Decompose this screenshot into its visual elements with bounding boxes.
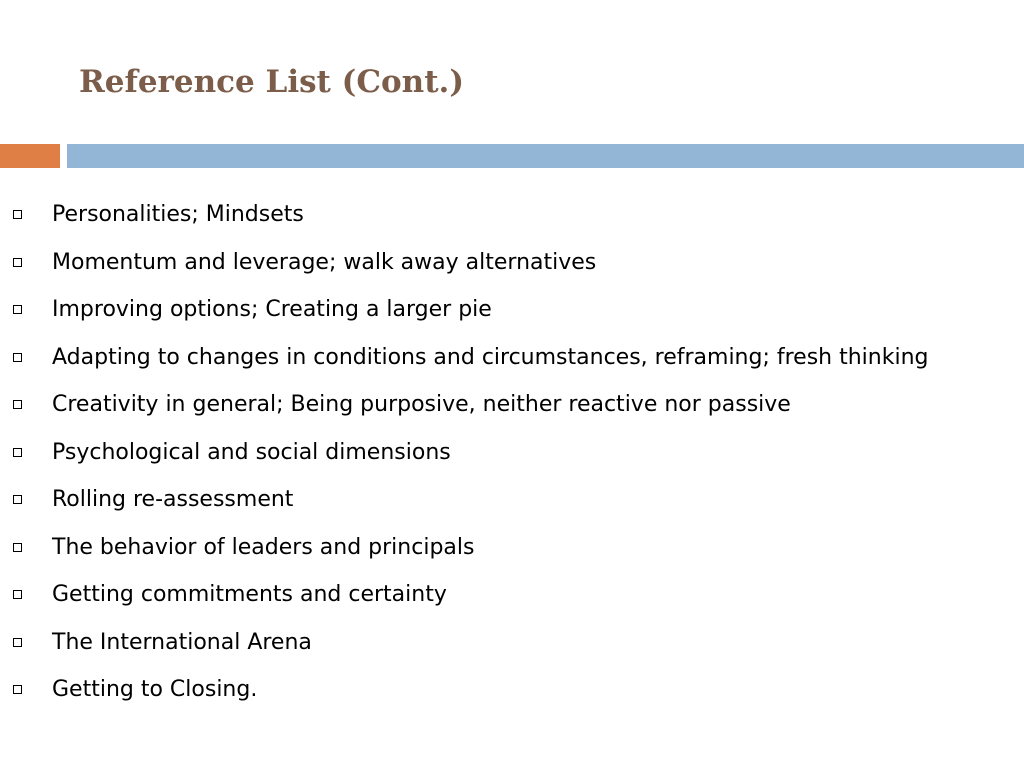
bullet-text: Getting to Closing. [52, 677, 258, 702]
square-bullet-icon [13, 353, 22, 362]
bullet-item [0, 434, 1024, 472]
bullet-text: Psychological and social dimensions [52, 439, 451, 465]
bullet-item [0, 529, 1024, 567]
bullet-list [0, 196, 1024, 719]
bullet-text: Rolling re-assessment [52, 487, 294, 512]
bullet-text: Creativity in general; Being purposive, neither reactive nor passive [52, 392, 791, 417]
bullet-text: The behavior of leaders and principals [52, 534, 475, 560]
bullet-item [0, 291, 1024, 329]
square-bullet-icon [13, 495, 22, 504]
square-bullet-icon [13, 638, 22, 647]
bullet-item [0, 624, 1024, 662]
bullet-item [0, 196, 1024, 234]
square-bullet-icon [13, 210, 22, 219]
bullet-text: The International Arena [52, 629, 312, 655]
bullet-text: Getting commitments and certainty [52, 582, 447, 607]
square-bullet-icon [13, 685, 22, 694]
square-bullet-icon [13, 543, 22, 552]
bullet-item [0, 671, 1024, 709]
bullet-item [0, 481, 1024, 519]
slide-title: Reference List (Cont.) [79, 64, 465, 100]
accent-bar-orange [0, 144, 60, 168]
square-bullet-icon [13, 305, 22, 314]
square-bullet-icon [13, 448, 22, 457]
bullet-text: Improving options; Creating a larger pie [52, 297, 492, 322]
square-bullet-icon [13, 590, 22, 599]
accent-bar-blue [67, 144, 1024, 168]
bullet-text: Personalities; Mindsets [52, 202, 304, 227]
bullet-text: Adapting to changes in conditions and circumstances, reframing; fresh thinking [52, 344, 929, 370]
square-bullet-icon [13, 400, 22, 409]
bullet-item [0, 576, 1024, 614]
bullet-item [0, 244, 1024, 282]
bullet-item [0, 386, 1024, 424]
bullet-item [0, 339, 1024, 377]
bullet-text: Momentum and leverage; walk away alternatives [52, 249, 597, 275]
square-bullet-icon [13, 258, 22, 267]
